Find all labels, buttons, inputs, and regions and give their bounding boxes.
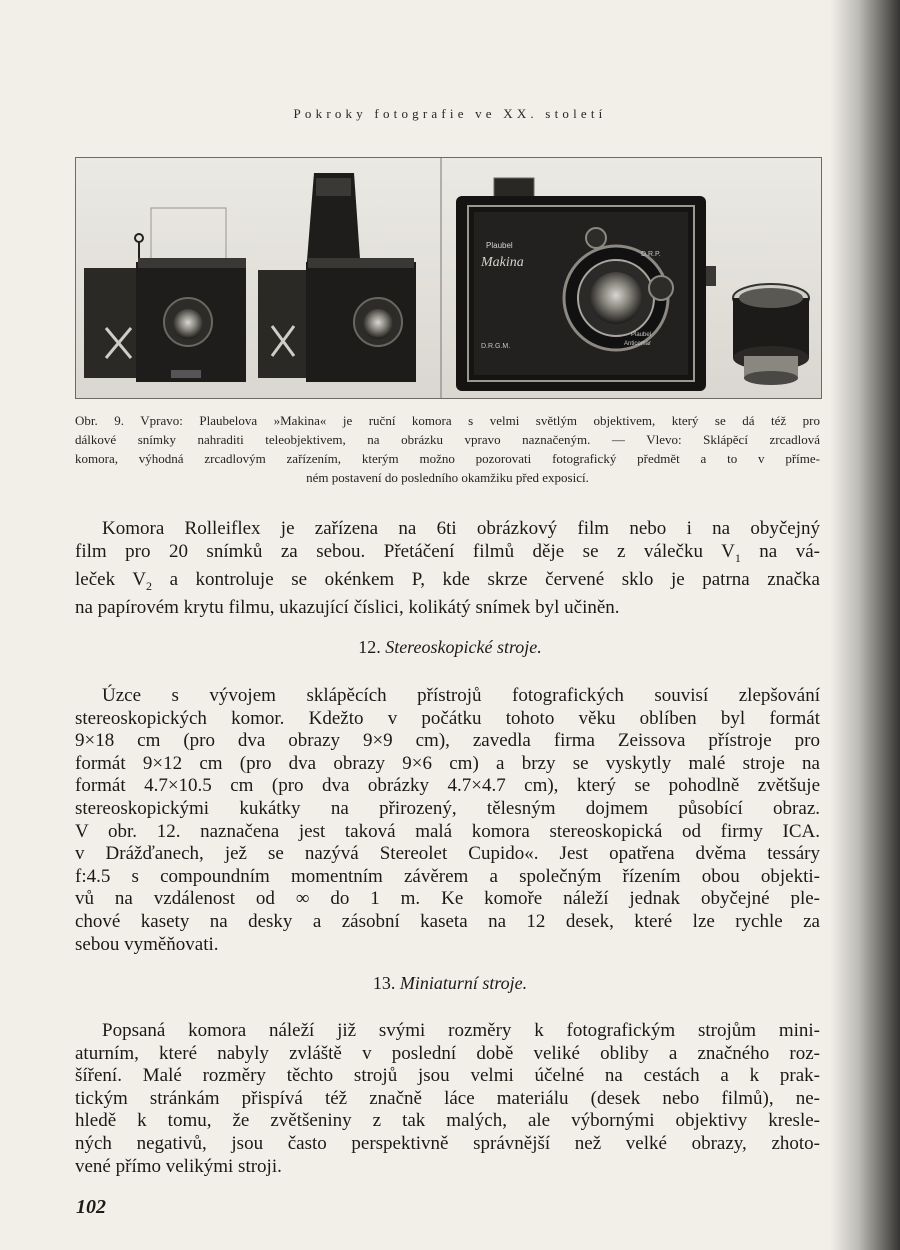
text-line: v Drážďanech, jež se nazývá Stereolet Cupido«. Jest opatřena dvěma tessáry xyxy=(75,843,820,865)
text-line: vené přímo velikými stroji. xyxy=(75,1155,282,1177)
text-line: stereoskopickými kukátky na přirozený, tělesným dojmem působící obraz. xyxy=(75,797,820,819)
section-heading-12: 12. Stereoskopické stroje. xyxy=(358,637,542,657)
figure-caption xyxy=(75,411,820,487)
text-line: tickým stránkám přispívá též značně láce materiálu (desek nebo filmů), ne- xyxy=(75,1087,820,1109)
text-line: 9×18 cm (pro dva obrazy 9×9 cm), zavedla firma Zeissova přístroje pro xyxy=(75,730,820,752)
figure-photograph xyxy=(75,157,822,399)
makina-brand-main: Makina xyxy=(481,255,524,270)
lens-name: Anticomar xyxy=(624,341,652,347)
text-line: vů na vzdálenost od ∞ do 1 m. Ke komoře náleží jednak obyčejné ple- xyxy=(75,888,820,910)
text-line: ných negativů, jsou často perspektivně správnější než velké obrazy, zhoto- xyxy=(75,1132,820,1154)
paragraph-stereoscopic xyxy=(75,685,820,956)
text-line: formát 9×12 cm (pro dva obrazy 9×6 cm) a brzy se vyskytly malé stroje na xyxy=(75,752,820,774)
text-line: film pro 20 snímků za sebou. Přetáčení filmů děje se z válečku $V_1$ na vá- xyxy=(75,540,820,565)
paragraph-rolleiflex xyxy=(75,518,820,620)
caption-line: komora, výhodná zrcadlovým zařízením, kterým možno pozorovati fotografický předmět a to v příme- xyxy=(75,451,820,466)
makina-plate-left: D.R.G.M. xyxy=(481,343,511,350)
makina-brand-top: Plaubel xyxy=(486,241,513,250)
text-line: na papírovém krytu filmu, ukazující číslici, kolikátý snímek byl učiněn. xyxy=(75,597,620,619)
text-line: Popsaná komora náleží již svými rozměry k fotografickým strojům mini- xyxy=(102,1020,820,1041)
running-header: Pokroky fotografie ve XX. století xyxy=(293,106,607,121)
text-line: Úzce s vývojem sklápěcích přístrojů fotografických souvisí zlepšování xyxy=(102,685,820,706)
text-line: stereoskopických komor. Kdežto v počátku tohoto věku oblíben byl formát xyxy=(75,707,820,729)
text-line: hledě k tomu, že zvětšeniny z tak malých, ale výbornými objektivy kresle- xyxy=(75,1110,820,1132)
caption-line: Obr. 9. Vpravo: Plaubelova »Makina« je ruční komora s velmi světlým objektivem, který se dá též pro xyxy=(75,413,820,428)
lens-brand: Plaubel xyxy=(631,332,652,338)
text-line: leček $V_2$ a kontroluje se okénkem P, kde skrze červené sklo je patrna značka xyxy=(75,568,820,593)
text-line: V obr. 12. naznačena jest taková malá komora stereoskopická od firmy ICA. xyxy=(75,820,820,842)
text-line: Komora Rolleiflex je zařízena na 6ti obrázkový film nebo i na obyčejný xyxy=(102,518,820,539)
text-line: formát 4.7×10.5 cm (pro dva obrázky 4.7×4.7 cm), který se pohodlně zvětšuje xyxy=(75,775,820,797)
text-line: aturním, které nabyly zvláště v poslední době veliké obliby a značného roz- xyxy=(75,1042,820,1064)
text-line: šíření. Malé rozměry těchto strojů jsou velmi účelné na cestách a k prak- xyxy=(75,1065,820,1087)
page-number: 102 xyxy=(76,1196,106,1218)
makina-plate-right: D.R.P. xyxy=(641,251,661,258)
caption-line: ném postavení do posledního okamžiku před exposicí. xyxy=(306,470,589,485)
text-line: sebou vyměňovati. xyxy=(75,933,219,955)
text-line: f:4.5 s compoundním momentním závěrem a společným řízením obou objekti- xyxy=(75,865,820,887)
text-line: chové kasety na desky a zásobní kaseta na 12 desek, které lze rychle za xyxy=(75,910,820,932)
caption-line: dálkové snímky nahraditi teleobjektivem, na obrázku vpravo naznačeným. — Vlevo: Sklápěcí zrcadlová xyxy=(75,432,820,447)
section-heading-13: 13. Miniaturní stroje. xyxy=(372,973,528,993)
paragraph-miniature xyxy=(75,1020,820,1178)
page-edge-shadow xyxy=(830,0,900,1250)
